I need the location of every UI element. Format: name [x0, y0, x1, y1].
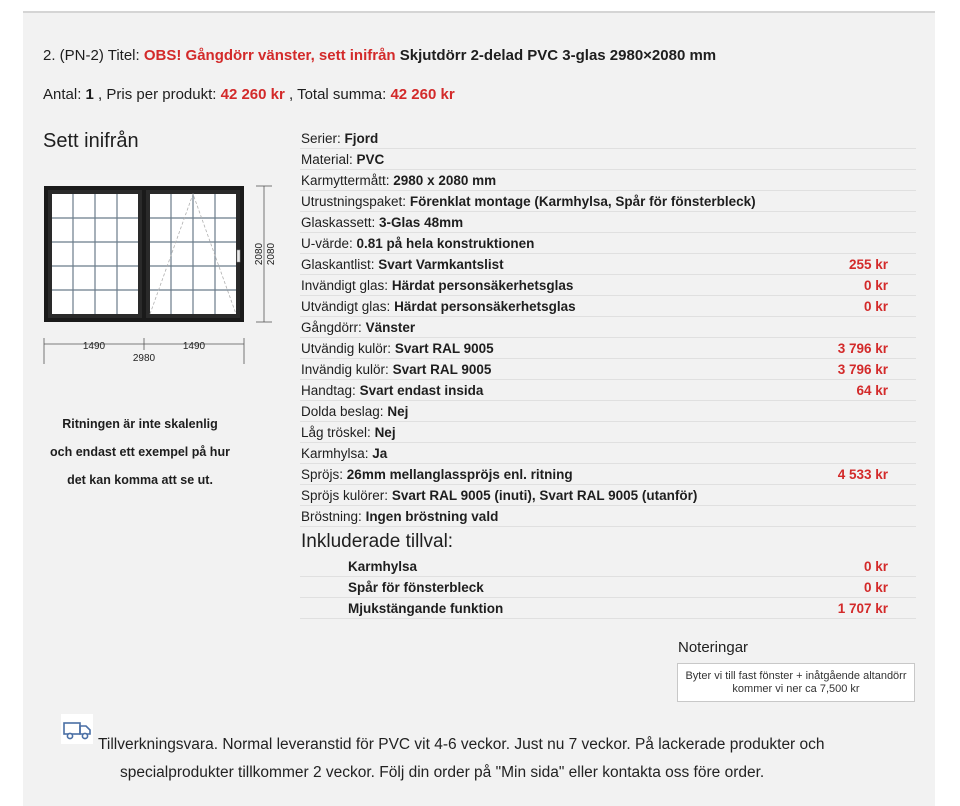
total-value: 42 260 kr — [390, 86, 455, 103]
spec-value: Förenklat montage (Karmhylsa, Spår för fönsterbleck) — [409, 194, 756, 209]
spec-rows — [300, 128, 916, 527]
spec-label: Material: — [301, 152, 353, 167]
spec-value: Svart RAL 9005 — [394, 341, 494, 356]
spec-price: 0 kr — [863, 278, 888, 293]
included-name: Spår för fönsterbleck — [348, 580, 484, 595]
spec-row — [300, 254, 916, 275]
width-left-label: 1490 — [82, 341, 106, 352]
spec-value: Vänster — [365, 320, 416, 335]
spec-row — [300, 401, 916, 422]
spec-value: Svart RAL 9005 (inuti), Svart RAL 9005 (utanför) — [391, 488, 698, 503]
item-title-product: Skjutdörr 2-delad PVC 3-glas 2980×2080 mm — [399, 47, 717, 64]
qty-value: 1 — [85, 86, 94, 103]
spec-value: Härdat personsäkerhetsglas — [394, 299, 576, 314]
spec-value: Svart RAL 9005 — [392, 362, 492, 377]
included-price: 0 kr — [863, 559, 888, 574]
spec-row — [300, 128, 916, 149]
spec-row — [300, 275, 916, 296]
spec-label: Invändigt glas: — [301, 278, 389, 293]
included-row — [300, 577, 916, 598]
door-handle — [237, 250, 240, 262]
included-name: Karmhylsa — [348, 559, 418, 574]
spec-label: Karmyttermått: — [301, 173, 390, 188]
spec-value: Ja — [372, 446, 388, 461]
spec-row — [300, 506, 916, 527]
drawing-heading: Sett inifrån — [43, 130, 139, 152]
width-total-label: 2980 — [132, 353, 156, 364]
spec-label: Invändig kulör: — [301, 362, 389, 377]
spec-label: Gångdörr: — [301, 320, 362, 335]
spec-row — [300, 296, 916, 317]
spec-value: Nej — [374, 425, 396, 440]
included-heading: Inkluderade tillval: — [301, 531, 454, 552]
spec-price: 3 796 kr — [837, 341, 888, 356]
spec-label: Serier: — [301, 131, 341, 146]
spec-value: Svart endast insida — [359, 383, 484, 398]
spec-row — [300, 317, 916, 338]
spec-value: Härdat personsäkerhetsglas — [391, 278, 574, 293]
item-title-warning: OBS! Gångdörr vänster, sett inifrån — [143, 47, 396, 64]
item-title — [43, 47, 716, 64]
spec-row — [300, 191, 916, 212]
total-label: , Total summa: — [289, 86, 387, 103]
height-label-2: 2080 — [266, 242, 277, 266]
spec-value: PVC — [356, 152, 385, 167]
spec-label: Utvändig kulör: — [301, 341, 392, 356]
truck-icon — [61, 714, 93, 744]
item-number: 2. (PN-2) Titel: — [43, 47, 140, 64]
spec-price: 0 kr — [863, 299, 888, 314]
door-drawing — [40, 178, 280, 368]
spec-row — [300, 443, 916, 464]
spec-label: Glaskantlist: — [301, 257, 375, 272]
spec-label: Spröjs: — [301, 467, 344, 482]
spec-price: 3 796 kr — [837, 362, 888, 377]
spec-row — [300, 170, 916, 191]
price-summary — [43, 86, 455, 103]
spec-value: 26mm mellanglasspröjs enl. ritning — [346, 467, 573, 482]
spec-label: Karmhylsa: — [301, 446, 369, 461]
notes-label: Noteringar — [678, 639, 749, 656]
included-rows — [300, 556, 916, 619]
spec-price: 255 kr — [848, 257, 888, 272]
included-price: 1 707 kr — [837, 601, 888, 616]
included-name: Mjukstängande funktion — [348, 601, 504, 616]
spec-label: Handtag: — [301, 383, 356, 398]
drawing-disclaimer: Ritningen är inte skalenlig och endast ett exempel på hur det kan komma att se ut. — [50, 417, 230, 487]
qty-label: Antal: — [43, 86, 82, 103]
height-label-1: 2080 — [254, 242, 265, 266]
unit-price-label: , Pris per produkt: — [98, 86, 217, 103]
spec-value: 2980 x 2080 mm — [393, 173, 497, 188]
spec-label: Utrustningspaket: — [301, 194, 407, 209]
spec-row — [300, 380, 916, 401]
spec-row — [300, 149, 916, 170]
spec-value: Ingen bröstning vald — [365, 509, 499, 524]
width-right-label: 1490 — [182, 341, 206, 352]
spec-label: Spröjs kulörer: — [301, 488, 389, 503]
spec-label: Glaskassett: — [301, 215, 376, 230]
spec-list — [300, 128, 916, 619]
unit-price-value: 42 260 kr — [220, 86, 285, 103]
spec-row — [300, 464, 916, 485]
spec-value: 0.81 på hela konstruktionen — [356, 236, 535, 251]
delivery-line-2: specialprodukter tillkommer 2 veckor. Följ din order på "Min sida" eller kontakta oss före order. — [120, 764, 765, 781]
delivery-line-1: Tillverkningsvara. Normal leveranstid för PVC vit 4-6 veckor. Just nu 7 veckor. På lackerade produkter och — [98, 736, 825, 753]
included-row — [300, 556, 916, 577]
included-row — [300, 598, 916, 619]
spec-label: Bröstning: — [301, 509, 362, 524]
spec-value: Nej — [387, 404, 409, 419]
included-price: 0 kr — [863, 580, 888, 595]
spec-price: 4 533 kr — [837, 467, 888, 482]
delivery-info — [98, 731, 918, 787]
spec-value: 3-Glas 48mm — [379, 215, 464, 230]
spec-value: Fjord — [344, 131, 379, 146]
spec-label: Utvändigt glas: — [301, 299, 391, 314]
spec-row — [300, 359, 916, 380]
spec-price: 64 kr — [856, 383, 888, 398]
spec-row — [300, 338, 916, 359]
spec-row — [300, 233, 916, 254]
spec-row — [300, 485, 916, 506]
spec-label: Dolda beslag: — [301, 404, 384, 419]
notes-text: Byter vi till fast fönster + inåtgående altandörr kommer vi ner ca 7,500 kr — [677, 663, 915, 702]
spec-label: Låg tröskel: — [301, 425, 371, 440]
spec-value: Svart Varmkantslist — [378, 257, 504, 272]
spec-row — [300, 212, 916, 233]
spec-label: U-värde: — [301, 236, 353, 251]
spec-row — [300, 422, 916, 443]
